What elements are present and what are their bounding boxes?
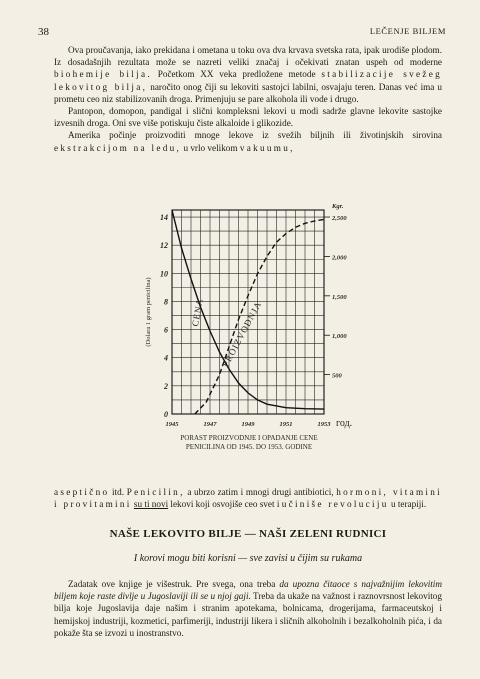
y-tick-label: 2 [164,381,168,391]
text-run: Ova proučavanja, iako prekidana i ometana u toku ova dva krvava svetska rata, ipak urodiše plodom. Iz dosadašnjih rezultata može se nazreti veliki značaj i očekivati znatan uspeh od moderne [54,45,442,68]
text-run: Treba da ukaže na važnost i raznovrsnost lekovitog bilja koje Jugoslavija daje našim i stranim apotekama, bolnicama, drogerijama, farmaceutskoj i hemijskoj industriji, kozmetici, parfimeriji, industriji likera i sličnih alkoholnih i bezalkoholnih pića, i da pokaže šta se izvozi u inostranstvo. [54,591,442,638]
y-tick-label: 12 [160,241,168,251]
text-run: lekovi koji osvojiše ceo svet i [168,499,282,510]
text-run: naročito onog čiji su lekoviti sastojci labilni, osvajaju teren. Danas već ima u prometu ceo niz stabilizovanih droga. Primenjuju se pare alkohola ili vode i drugo. [54,81,442,104]
text-run: u vrlo velikom [181,142,240,153]
x-unit-label: год. [336,418,353,429]
italic-phrase: da upozna čitaoce s najvažnijim lekovitim biljem koje raste divlje u Jugoslaviji ili se u njoj gaji. [54,579,442,602]
x-tick-label: 1951 [279,421,293,428]
y-tick-label: 14 [160,213,168,223]
y2-tick-label: 2,000 [332,254,347,262]
paragraph-2: Pantopon, domopon, pandigal i slični kompleksni lekovi u modi sadrže glavne lekovite sastojke izvesnih droga. Oni sve više potiskuju čiste alkaloide i glikozide. [54,106,442,129]
spaced-term: aseptično [54,487,110,497]
intro-text [54,44,442,154]
chart-caption-line-2: PENICILINA OD 1945. DO 1953. GODINE [185,443,313,451]
underlined-phrase: su ti novi [133,499,169,510]
after-chart-text [54,486,442,510]
spaced-term: Penicilin, [126,487,185,497]
y2-tick-label: 1,500 [332,293,347,301]
spaced-term: ekstrakcijom na ledu, [54,142,182,153]
y-axis-label: (Dolara 1 gram penicilina) [145,277,152,347]
y-tick-label: 0 [164,410,168,419]
chart-canvas [124,196,374,468]
spaced-term: vakuumu, [239,142,295,153]
y-tick-label: 8 [164,297,168,307]
text-run: u terapiji. [388,499,427,510]
y2-axis-label: Kgr. [332,203,344,210]
paragraph-4 [54,486,442,510]
spaced-term: hormoni, vitamini i provitamini [54,487,442,510]
text-run: Početkom XX veka predložene metode [151,69,322,80]
y2-tick-label: 1,000 [332,333,347,341]
y-tick-label: 6 [164,325,168,335]
series-label-proizvodnja: PROIZVODNJA [220,299,264,369]
text-run: a ubrzo zatim i mnogi drugi antibiotici, [184,487,337,497]
y-tick-label: 10 [160,269,168,279]
text-run: itd. [109,487,127,497]
series-label-cena: CENA [190,297,205,328]
closing-text [54,578,442,639]
paragraph-5 [54,578,442,639]
y2-tick-label: 500 [332,372,342,380]
spaced-term: stabilizacije svežeg lekovitog bilja, [54,69,442,92]
spaced-term: biohemije bilja. [54,69,152,80]
x-tick-label: 1945 [165,421,179,428]
spaced-term: učiniše revoluciju [281,499,389,510]
paragraph-3 [54,129,442,153]
series-line-proizvodnja [195,219,324,414]
page-header [38,26,446,40]
section-subtitle: I korovi mogu biti korisni — sve zavisi u čijim su rukama [133,553,363,564]
text-run: Zadatak ove knjige je višestruk. Pre svega, ona treba [68,579,280,589]
chart-caption-line-1: PORAST PROIZVODNJE I OPADANJE CENE [180,434,318,442]
y-tick-label: 4 [164,353,168,363]
paragraph-1 [54,44,442,105]
x-tick-label: 1949 [241,421,255,428]
y2-tick-label: 2,500 [332,215,347,223]
text-run: Amerika počinje proizvoditi mnoge lekove iz svežih biljnih ili životinjskih sirovina [68,130,442,141]
section-title: NAŠE LEKOVITO BILJE — NAŠI ZELENI RUDNICI [109,528,387,540]
x-tick-label: 1953 [317,421,331,428]
penicillin-chart [124,196,374,468]
running-title: LEČENJE BILJEM [369,26,446,36]
x-tick-label: 1947 [203,421,217,428]
page-number: 38 [38,26,49,38]
